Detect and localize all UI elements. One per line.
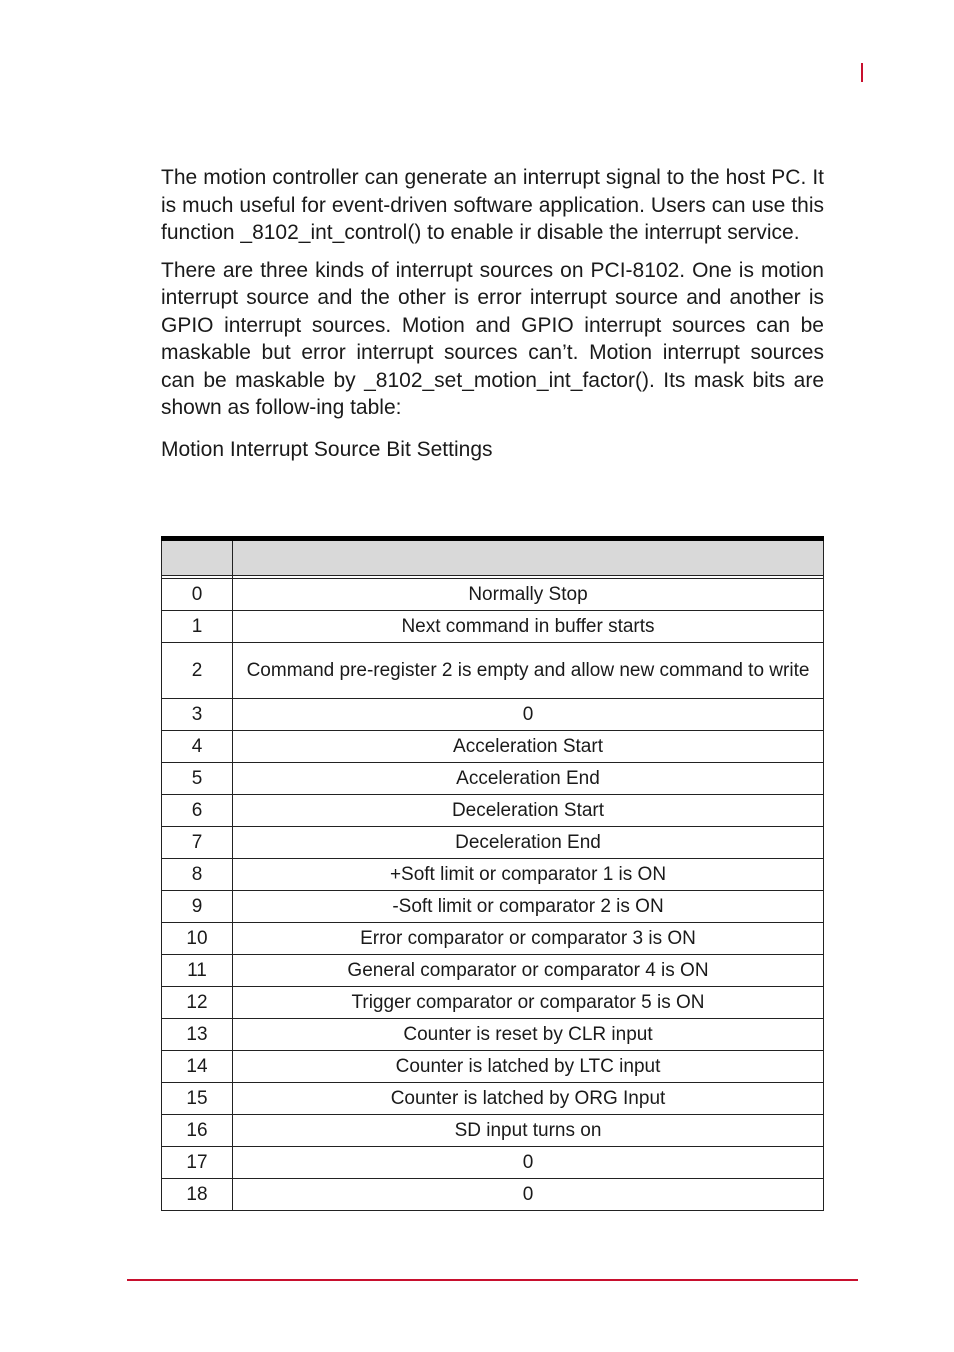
- bit-description: Next command in buffer starts: [233, 611, 824, 643]
- bit-description: 0: [233, 1179, 824, 1211]
- paragraph-interrupt-sources: There are three kinds of interrupt sources on PCI-8102. One is motion interrupt source and the other is error interrupt source and another is GPIO interrupt sources. Motion and GPIO interrupt sources can be maskable but error interrupt sources can’t. Motion interrupt sources can be maskable by _8102_set_motion_int_factor(). Its mask bits are shown as follow-ing table:: [161, 258, 824, 419]
- bit-number: 12: [162, 987, 233, 1019]
- table-row: [162, 1051, 824, 1083]
- table-row: [162, 1115, 824, 1147]
- table-row: [162, 891, 824, 923]
- bit-number: 3: [162, 699, 233, 731]
- table-row: [162, 1083, 824, 1115]
- bit-number: 7: [162, 827, 233, 859]
- bit-description: +Soft limit or comparator 1 is ON: [233, 859, 824, 891]
- bit-description: Counter is reset by CLR input: [233, 1019, 824, 1051]
- table-row: [162, 579, 824, 611]
- table-row: [162, 795, 824, 827]
- bit-number: 8: [162, 859, 233, 891]
- bit-description: -Soft limit or comparator 2 is ON: [233, 891, 824, 923]
- bit-number: 5: [162, 763, 233, 795]
- header-bit: [162, 539, 233, 576]
- footer-rule: [127, 1279, 858, 1281]
- table-header-row: [162, 539, 824, 576]
- bit-number: 2: [162, 643, 233, 699]
- table-row: [162, 1179, 824, 1211]
- table-row: [162, 923, 824, 955]
- header-description: [233, 539, 824, 576]
- bit-description: General comparator or comparator 4 is ON: [233, 955, 824, 987]
- table-row: [162, 643, 824, 699]
- table-row: [162, 987, 824, 1019]
- bit-description: Counter is latched by ORG Input: [233, 1083, 824, 1115]
- header-accent-mark: [861, 63, 863, 82]
- bit-number: 4: [162, 731, 233, 763]
- bit-description: Trigger comparator or comparator 5 is ON: [233, 987, 824, 1019]
- bit-description: 0: [233, 1147, 824, 1179]
- bit-description: Normally Stop: [233, 579, 824, 611]
- bit-description: Command pre-register 2 is empty and allow new command to write: [233, 643, 824, 699]
- bit-description: SD input turns on: [233, 1115, 824, 1147]
- table-row: [162, 763, 824, 795]
- bit-number: 13: [162, 1019, 233, 1051]
- bit-description: Acceleration Start: [233, 731, 824, 763]
- table-row: [162, 827, 824, 859]
- table-row: [162, 1147, 824, 1179]
- bit-number: 17: [162, 1147, 233, 1179]
- bit-number: 16: [162, 1115, 233, 1147]
- table-caption: Motion Interrupt Source Bit Settings: [161, 437, 493, 461]
- motion-interrupt-bit-table: [161, 536, 824, 1211]
- bit-number: 10: [162, 923, 233, 955]
- bit-number: 14: [162, 1051, 233, 1083]
- body-text: [161, 164, 824, 464]
- table-row: [162, 859, 824, 891]
- bit-number: 0: [162, 579, 233, 611]
- bit-description: Error comparator or comparator 3 is ON: [233, 923, 824, 955]
- bit-description: Acceleration End: [233, 763, 824, 795]
- bit-number: 18: [162, 1179, 233, 1211]
- bit-description: Deceleration End: [233, 827, 824, 859]
- bit-description: Deceleration Start: [233, 795, 824, 827]
- table-row: [162, 955, 824, 987]
- bit-description: Counter is latched by LTC input: [233, 1051, 824, 1083]
- table-row: [162, 611, 824, 643]
- table-row: [162, 1019, 824, 1051]
- table-row: [162, 699, 824, 731]
- bit-number: 1: [162, 611, 233, 643]
- bit-number: 11: [162, 955, 233, 987]
- bit-number: 6: [162, 795, 233, 827]
- bit-number: 15: [162, 1083, 233, 1115]
- bit-number: 9: [162, 891, 233, 923]
- bit-description: 0: [233, 699, 824, 731]
- paragraph-interrupt-intro: The motion controller can generate an interrupt signal to the host PC. It is much useful for event-driven software application. Users can use this function _8102_int_control() to enable ir disable the interrupt service.: [161, 166, 824, 244]
- table-row: [162, 731, 824, 763]
